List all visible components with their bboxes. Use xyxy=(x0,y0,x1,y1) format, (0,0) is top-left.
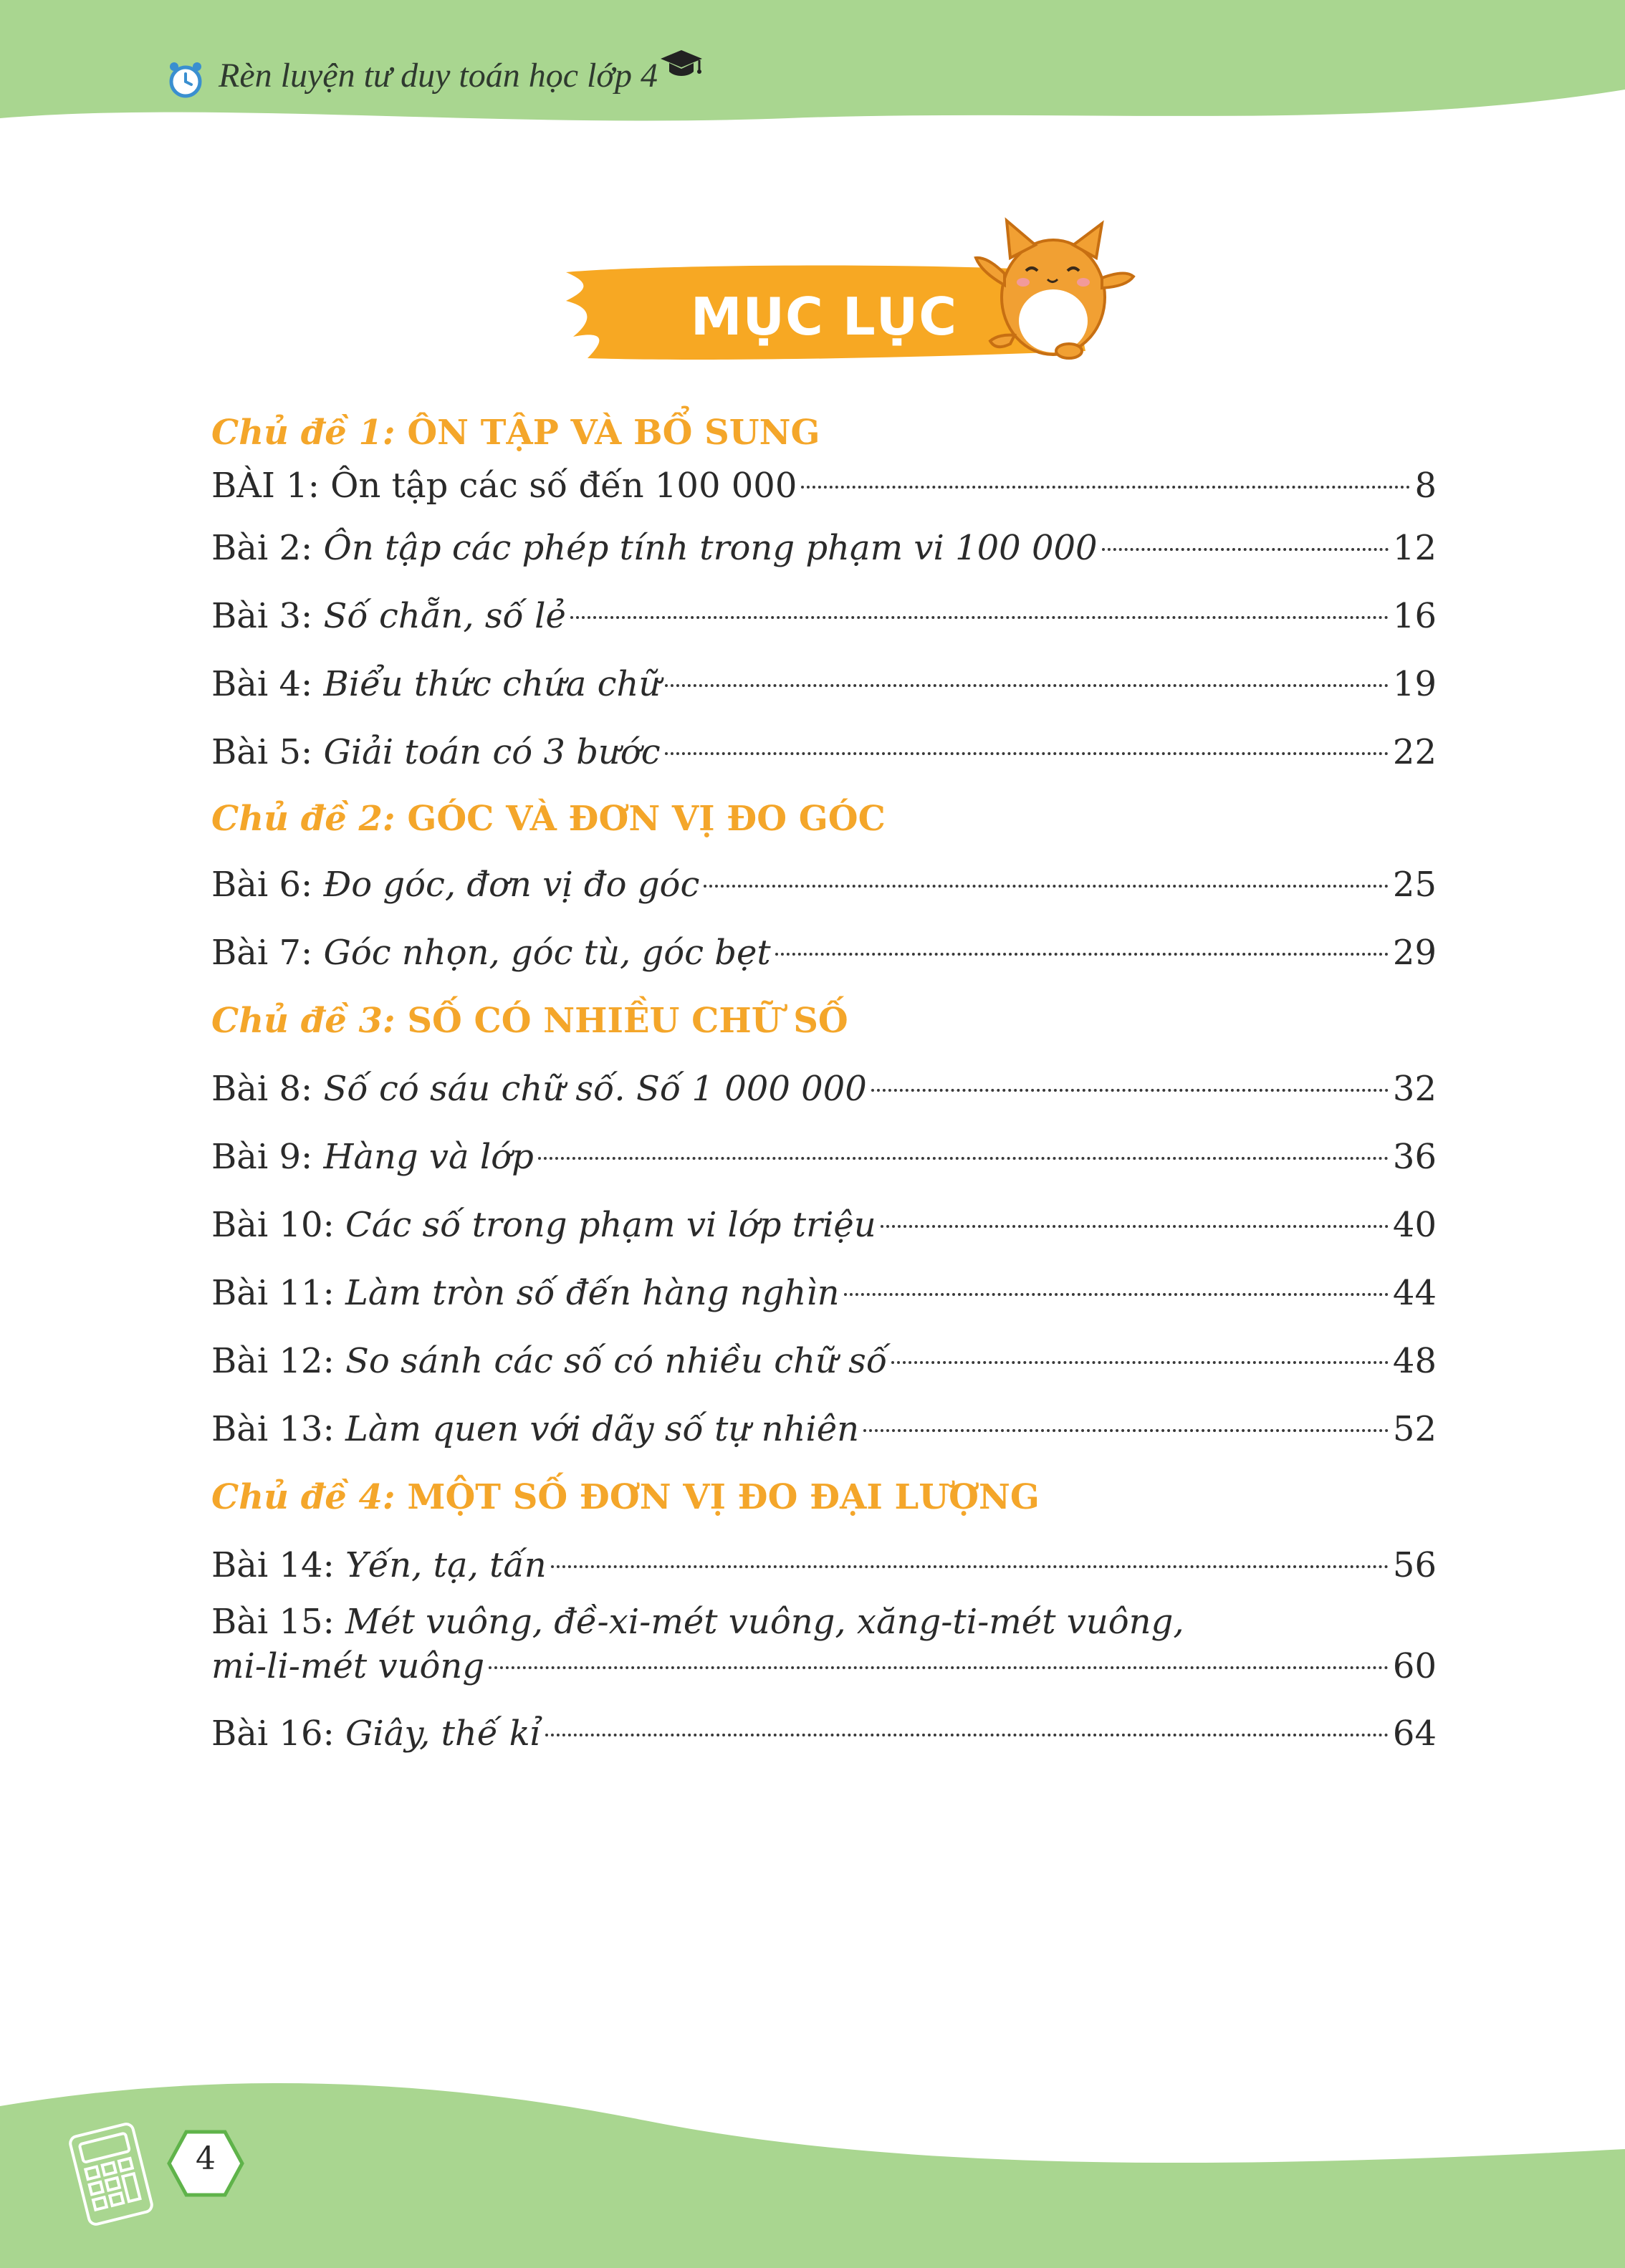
entry-title: Bài 7: Góc nhọn, góc tù, góc bẹt xyxy=(211,933,771,973)
toc-entry-14[interactable] xyxy=(211,1532,1437,1600)
table-of-contents xyxy=(211,408,1437,1759)
dot-leader xyxy=(665,752,1389,755)
entry-title: Bài 10: Các số trong phạm vi lớp triệu xyxy=(211,1205,876,1245)
page-number: 36 xyxy=(1392,1137,1437,1177)
dot-leader xyxy=(844,1293,1389,1296)
alarm-clock-icon xyxy=(166,60,205,99)
toc-entry-15[interactable] xyxy=(211,1600,1437,1709)
page-number: 19 xyxy=(1392,664,1437,704)
page-number: 44 xyxy=(1392,1273,1437,1313)
topic-name: GÓC VÀ ĐƠN VỊ ĐO GÓC xyxy=(407,799,886,839)
cat-mascot-icon xyxy=(967,208,1139,365)
page-number: 16 xyxy=(1392,596,1437,636)
entry-title: Bài 2: Ôn tập các phép tính trong phạm vi 100 000 xyxy=(211,528,1098,568)
toc-entry-5[interactable] xyxy=(211,719,1437,787)
dot-leader xyxy=(891,1361,1389,1364)
entry-title: Bài 14: Yến, tạ, tấn xyxy=(211,1545,547,1585)
entry-title: Bài 6: Đo góc, đơn vị đo góc xyxy=(211,865,700,905)
topic-heading-1 xyxy=(211,408,1437,457)
toc-entry-6[interactable] xyxy=(211,851,1437,919)
dot-leader xyxy=(775,953,1389,956)
toc-entry-13[interactable] xyxy=(211,1395,1437,1464)
page-number: 29 xyxy=(1392,933,1437,973)
dot-leader xyxy=(871,1089,1389,1092)
topic-heading-3 xyxy=(211,987,1437,1055)
toc-entry-16[interactable] xyxy=(211,1709,1437,1759)
dot-leader xyxy=(665,684,1389,687)
entry-title: Bài 4: Biểu thức chứa chữ xyxy=(211,664,661,704)
dot-leader xyxy=(863,1429,1389,1432)
dot-leader xyxy=(570,616,1389,619)
footer-page-number: 4 xyxy=(196,2140,216,2177)
page-number: 8 xyxy=(1414,466,1437,506)
toc-entry-10[interactable] xyxy=(211,1191,1437,1259)
entry-title: Bài 9: Hàng và lớp xyxy=(211,1137,534,1177)
dot-leader xyxy=(704,885,1389,888)
topic-label: Chủ đề 1: xyxy=(211,413,396,453)
page-number: 12 xyxy=(1392,528,1437,568)
page-number: 60 xyxy=(1392,1646,1437,1686)
topic-heading-4 xyxy=(211,1464,1437,1532)
dot-leader xyxy=(545,1734,1389,1736)
topic-heading-2 xyxy=(211,787,1437,851)
entry-title: Bài 16: Giây, thế kỉ xyxy=(211,1714,542,1754)
dot-leader xyxy=(551,1565,1389,1568)
entry-title: BÀI 1: Ôn tập các số đến 100 000 xyxy=(211,466,797,506)
topic-label: Chủ đề 3: xyxy=(211,1001,396,1041)
dot-leader xyxy=(881,1225,1389,1228)
page-number: 48 xyxy=(1392,1341,1437,1381)
entry-title: Bài 12: So sánh các số có nhiều chữ số xyxy=(211,1341,888,1381)
calculator-icon xyxy=(64,2120,158,2228)
page-number: 52 xyxy=(1392,1409,1437,1449)
topic-name: ÔN TẬP VÀ BỔ SUNG xyxy=(407,413,820,453)
page-number: 56 xyxy=(1392,1545,1437,1585)
entry-title: Bài 13: Làm quen với dãy số tự nhiên xyxy=(211,1409,860,1449)
entry-title: Bài 3: Số chẵn, số lẻ xyxy=(211,596,566,636)
toc-entry-8[interactable] xyxy=(211,1055,1437,1123)
page-number: 32 xyxy=(1392,1069,1437,1109)
toc-entry-11[interactable] xyxy=(211,1259,1437,1327)
page-number: 25 xyxy=(1392,865,1437,905)
topic-name: SỐ CÓ NHIỀU CHỮ SỐ xyxy=(407,1001,848,1041)
entry-title: Bài 5: Giải toán có 3 bước xyxy=(211,732,661,772)
topic-name: MỘT SỐ ĐƠN VỊ ĐO ĐẠI LƯỢNG xyxy=(407,1477,1040,1517)
entry-title: Bài 11: Làm tròn số đến hàng nghìn xyxy=(211,1273,840,1313)
toc-entry-12[interactable] xyxy=(211,1327,1437,1395)
toc-entry-7[interactable] xyxy=(211,919,1437,987)
page-number: 40 xyxy=(1392,1205,1437,1245)
toc-entry-2[interactable] xyxy=(211,514,1437,582)
dot-leader xyxy=(801,486,1410,489)
entry-title: Bài 8: Số có sáu chữ số. Số 1 000 000 xyxy=(211,1069,867,1109)
dot-leader xyxy=(1102,548,1389,551)
page-number: 64 xyxy=(1392,1714,1437,1754)
toc-entry-3[interactable] xyxy=(211,582,1437,650)
page-number: 22 xyxy=(1392,732,1437,772)
dot-leader xyxy=(489,1666,1389,1669)
graduation-cap-icon xyxy=(658,46,705,82)
book-title: Rèn luyện tư duy toán học lớp 4 xyxy=(219,57,658,95)
entry-title-line1: Bài 15: Mét vuông, đề-xi-mét vuông, xăng-ti-mét vuông, xyxy=(211,1602,1184,1642)
topic-label: Chủ đề 2: xyxy=(211,799,396,839)
dot-leader xyxy=(538,1157,1389,1160)
entry-title-line2: mi-li-mét vuông 60 xyxy=(211,1644,1437,1709)
toc-entry-9[interactable] xyxy=(211,1123,1437,1191)
table-of-contents-title: MỤC LỤC xyxy=(690,287,958,347)
toc-entry-4[interactable] xyxy=(211,650,1437,719)
toc-entry-1[interactable] xyxy=(211,457,1437,514)
topic-label: Chủ đề 4: xyxy=(211,1477,396,1517)
